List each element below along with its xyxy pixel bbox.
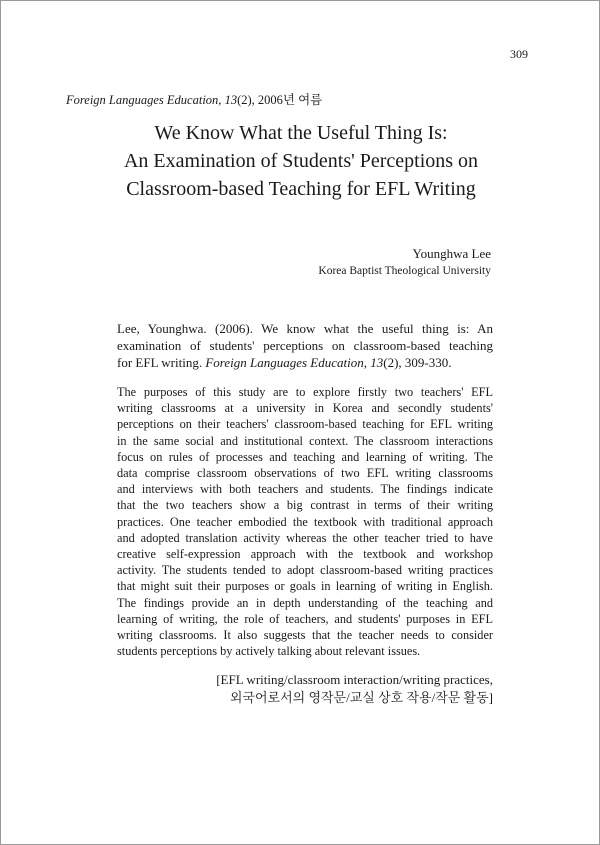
abstract-line: writing classrooms at a university in Korea and secondly students' [117,401,493,416]
abstract-line: data comprise classroom observations of two EFL writing classrooms [117,466,493,481]
journal-issue: (2), 2006년 여름 [237,93,323,107]
citation-line [117,354,493,371]
author-name: Younghwa Lee [412,246,491,261]
citation-volume: 13 [370,355,384,370]
paper-title [61,119,541,203]
citation-journal: Foreign Languages Education, [205,355,367,370]
title-line: An Examination of Students' Perceptions on [123,150,479,172]
keywords [216,671,493,707]
abstract-line: perceptions on their teachers' classroom-based teaching for EFL writing [117,417,493,432]
abstract-line: students perceptions by actively talking about relevant issues. [117,644,421,659]
abstract [117,384,493,659]
abstract-line: The findings provide an in depth understanding of the teaching and [117,595,493,610]
author-affiliation: Korea Baptist Theological University [318,265,491,277]
abstract-line: The purposes of this study are to explore firstly two teachers' EFL [117,385,493,399]
citation-prefix: for EFL writing. [117,355,203,370]
abstract-line: creative self-expression approach with the textbook and workshop [117,547,493,562]
abstract-line: that the two teachers show a big contrast in terms of their writing [117,498,493,513]
title-line: We Know What the Useful Thing Is: [154,122,448,144]
journal-name: Foreign Languages Education, [66,93,222,107]
abstract-line: and adopted translation activity whereas the other teacher tried to have [117,530,493,545]
keywords-english: [EFL writing/classroom interaction/writing practices, [216,672,493,687]
abstract-line: practices. One teacher embodied the textbook with traditional approach [117,514,493,529]
citation-line: Lee, Younghwa. (2006). We know what the useful thing is: An [117,321,493,336]
citation-suffix: (2), 309-330. [383,355,452,370]
page-number: 309 [510,47,528,61]
abstract-line: and interviews with both teachers and students. The findings indicate [117,482,493,497]
abstract-line: activity. The students tended to adopt classroom-based writing practices [117,563,493,578]
citation-line: examination of students' perceptions on classroom-based teaching [117,338,493,353]
journal-volume: 13 [224,93,238,107]
running-head [66,90,322,108]
abstract-line: in the same social and institutional context. The classroom interactions [117,433,493,448]
abstract-line: writing classrooms. It also suggests that the teacher needs to consider [117,628,493,643]
abstract-line: that might suit their purposes or goals in learning of writing in English. [117,579,493,594]
abstract-line: focus on rules of processes and teaching and learning of writing. The [117,449,493,464]
title-line: Classroom-based Teaching for EFL Writing [126,178,476,200]
citation-block [117,320,493,371]
keywords-korean: 외국어로서의 영작문/교실 상호 작용/작문 활동] [229,690,493,705]
abstract-line: learning of writing, the role of teachers, and students' purposes in EFL [117,611,493,626]
